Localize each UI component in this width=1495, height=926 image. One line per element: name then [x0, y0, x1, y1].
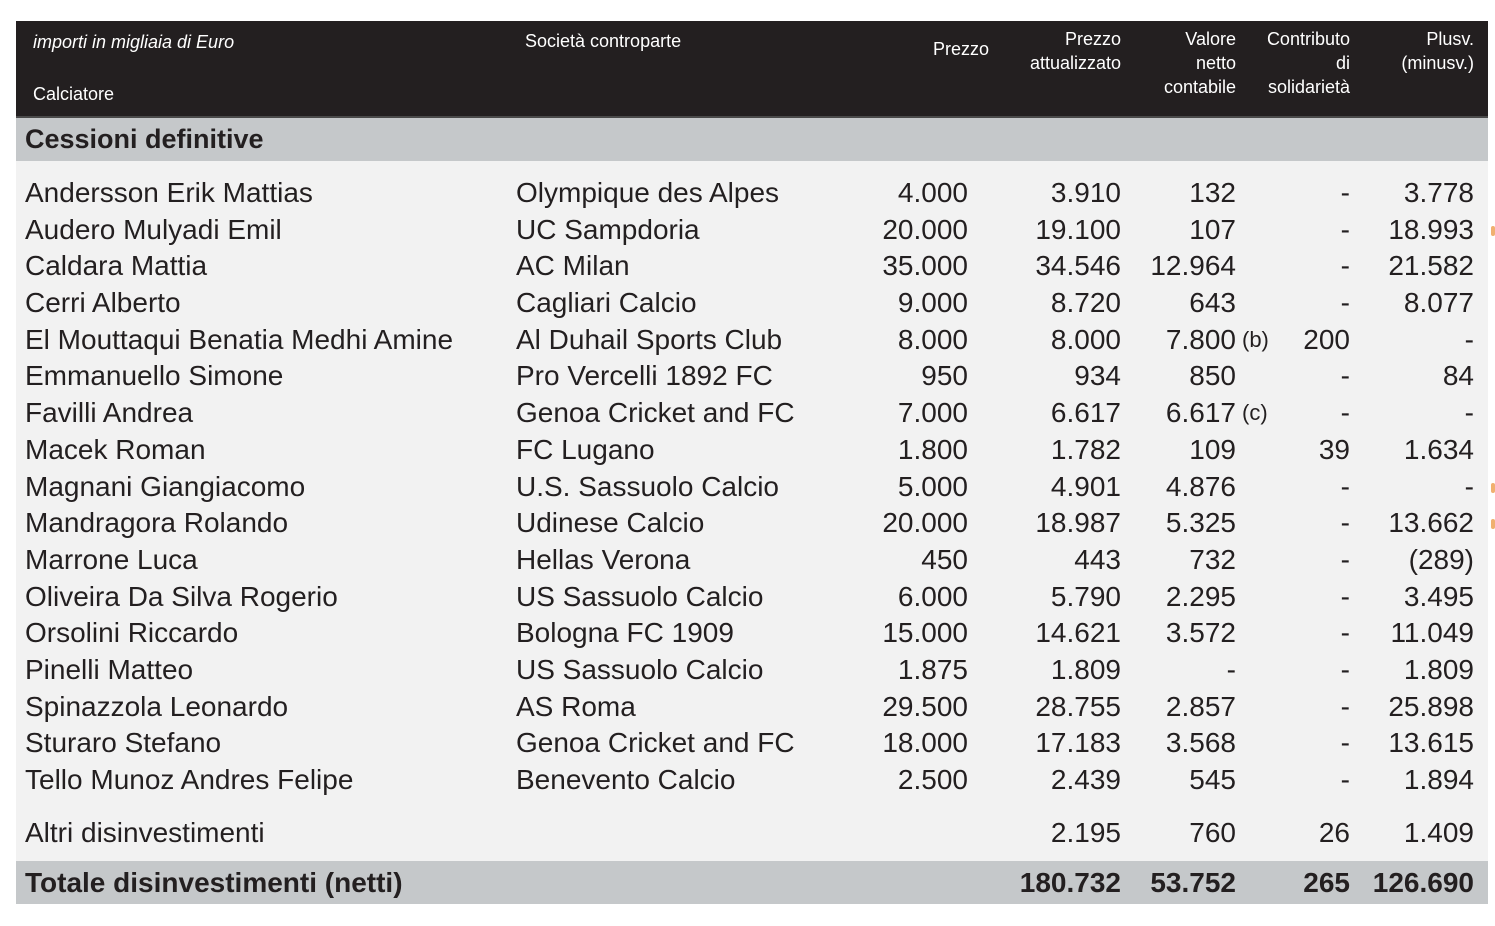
price: 15.000: [882, 617, 968, 649]
table-row: [16, 469, 1488, 506]
capital-gain: 11.049: [1390, 617, 1474, 649]
column-header-club: Società controparte: [525, 31, 682, 51]
other-capital-gain: 1.409: [1403, 816, 1474, 848]
player-name: Oliveira Da Silva Rogerio: [25, 580, 338, 612]
discounted-price: 1.782: [1050, 433, 1121, 465]
price: 20.000: [882, 507, 968, 539]
counterparty-club: Olympique des Alpes: [516, 177, 780, 208]
capital-gain: 3.778: [1403, 177, 1474, 208]
capital-gain: -: [1464, 470, 1474, 502]
price: 1.800: [897, 433, 968, 465]
net-book-value: 545: [1189, 764, 1236, 795]
column-header-player: Calciatore: [33, 84, 115, 104]
price: 4.000: [897, 177, 968, 208]
price: 2.500: [897, 764, 968, 795]
header-line: Prezzo: [1064, 29, 1121, 49]
solidarity-contribution: -: [1340, 764, 1350, 795]
counterparty-club: US Sassuolo Calcio: [516, 580, 764, 612]
counterparty-club: UC Sampdoria: [516, 213, 700, 245]
discounted-price: 2.439: [1050, 764, 1121, 795]
net-book-value: 2.857: [1165, 690, 1236, 722]
column-header-net-book-value: [1164, 27, 1236, 99]
header-line: Contributo: [1266, 29, 1350, 49]
edge-mark: [1491, 483, 1495, 493]
solidarity-contribution: -: [1340, 177, 1350, 208]
other-net-book-value: 760: [1189, 816, 1236, 848]
edge-marks: [1491, 0, 1495, 926]
net-book-value: 732: [1189, 543, 1236, 575]
discounted-price: 443: [1074, 543, 1121, 575]
price: 6.000: [897, 580, 968, 612]
counterparty-club: Bologna FC 1909: [516, 617, 734, 649]
net-book-value: 6.617: [1165, 397, 1236, 429]
net-book-value: 107: [1189, 213, 1236, 245]
discounted-price: 3.910: [1050, 177, 1121, 208]
player-name: Cerri Alberto: [25, 287, 181, 319]
counterparty-club: Pro Vercelli 1892 FC: [516, 360, 773, 392]
net-book-value: 3.572: [1165, 617, 1236, 649]
table-row: [16, 248, 1488, 285]
capital-gain: 1.634: [1403, 433, 1474, 465]
player-name: El Mouttaqui Benatia Medhi Amine: [25, 323, 454, 355]
solidarity-contribution: -: [1340, 287, 1350, 319]
net-book-value: 109: [1189, 433, 1236, 465]
table-row: [16, 579, 1488, 616]
counterparty-club: Genoa Cricket and FC: [516, 397, 795, 429]
solidarity-contribution: -: [1340, 580, 1350, 612]
table-row: [16, 322, 1488, 359]
other-label: Altri disinvestimenti: [25, 816, 265, 848]
discounted-price: 6.617: [1050, 397, 1121, 429]
net-book-value: 850: [1189, 360, 1236, 392]
counterparty-club: Cagliari Calcio: [516, 287, 697, 319]
solidarity-contribution: -: [1340, 727, 1350, 759]
table-row: [16, 762, 1488, 799]
player-name: Marrone Luca: [25, 543, 198, 575]
table-row: [16, 542, 1488, 579]
counterparty-club: Al Duhail Sports Club: [516, 323, 783, 355]
capital-gain: 1.809: [1403, 653, 1474, 685]
price: 29.500: [882, 690, 968, 722]
counterparty-club: Benevento Calcio: [516, 764, 736, 795]
price: 35.000: [882, 250, 968, 282]
price: 950: [921, 360, 968, 392]
solidarity-contribution: -: [1340, 543, 1350, 575]
discounted-price: 17.183: [1035, 727, 1121, 759]
solidarity-contribution: -: [1340, 397, 1350, 429]
header-line: Plusv.: [1426, 29, 1474, 49]
capital-gain: -: [1464, 323, 1474, 355]
table-row: [16, 285, 1488, 322]
counterparty-club: US Sassuolo Calcio: [516, 653, 764, 685]
solidarity-contribution: -: [1340, 507, 1350, 539]
column-header-price: Prezzo: [932, 39, 989, 59]
header-line: Valore: [1185, 29, 1236, 49]
total-solidarity: 265: [1303, 866, 1350, 898]
player-name: Caldara Mattia: [25, 250, 208, 282]
disposals-table: [16, 21, 1488, 904]
discounted-price: 18.987: [1035, 507, 1121, 539]
capital-gain: 25.898: [1388, 690, 1474, 722]
player-name: Macek Roman: [25, 433, 206, 465]
solidarity-contribution: 200: [1303, 323, 1350, 355]
total-row: [16, 861, 1488, 904]
discounted-price: 8.000: [1050, 323, 1121, 355]
units-note: importi in migliaia di Euro: [33, 32, 235, 52]
solidarity-contribution: -: [1340, 690, 1350, 722]
table-row: [16, 689, 1488, 726]
total-net-book-value: 53.752: [1150, 866, 1236, 898]
table-row: [16, 432, 1488, 469]
capital-gain: 3.495: [1403, 580, 1474, 612]
edge-mark: [1491, 226, 1495, 236]
table-row: [16, 725, 1488, 762]
total-discounted-price: 180.732: [1019, 866, 1121, 898]
player-name: Favilli Andrea: [25, 397, 194, 429]
player-name: Pinelli Matteo: [25, 653, 194, 685]
net-book-value: -: [1226, 653, 1236, 685]
net-book-value: 2.295: [1165, 580, 1236, 612]
price: 7.000: [897, 397, 968, 429]
price: 8.000: [897, 323, 968, 355]
net-book-value: 5.325: [1165, 507, 1236, 539]
player-name: Andersson Erik Mattias: [25, 177, 313, 208]
table-row: [16, 505, 1488, 542]
capital-gain: 21.582: [1388, 250, 1474, 282]
counterparty-club: U.S. Sassuolo Calcio: [516, 470, 780, 502]
capital-gain: -: [1464, 397, 1474, 429]
player-name: Spinazzola Leonardo: [25, 690, 289, 722]
column-header-capital-gain: [1401, 27, 1474, 75]
counterparty-club: Udinese Calcio: [516, 507, 705, 539]
solidarity-contribution: 39: [1318, 433, 1350, 465]
counterparty-club: Genoa Cricket and FC: [516, 727, 795, 759]
discounted-price: 28.755: [1035, 690, 1121, 722]
counterparty-club: FC Lugano: [516, 433, 655, 465]
price: 5.000: [897, 470, 968, 502]
net-book-value: 643: [1189, 287, 1236, 319]
discounted-price: 1.809: [1050, 653, 1121, 685]
table-row: [16, 615, 1488, 652]
price: 1.875: [897, 653, 968, 685]
header-line: solidarietà: [1267, 77, 1350, 97]
counterparty-club: AC Milan: [516, 250, 630, 282]
section-title: Cessioni definitive: [16, 118, 1488, 161]
discounted-price: 4.901: [1050, 470, 1121, 502]
player-name: Audero Mulyadi Emil: [25, 213, 282, 245]
solidarity-contribution: -: [1340, 250, 1350, 282]
player-name: Emmanuello Simone: [25, 360, 284, 392]
capital-gain: 13.615: [1388, 727, 1474, 759]
table-row: [16, 358, 1488, 395]
counterparty-club: AS Roma: [516, 690, 636, 722]
solidarity-contribution: -: [1340, 617, 1350, 649]
table-row: [16, 652, 1488, 689]
player-name: Magnani Giangiacomo: [25, 470, 306, 502]
edge-mark: [1491, 519, 1495, 529]
price: 9.000: [897, 287, 968, 319]
discounted-price: 8.720: [1050, 287, 1121, 319]
discounted-price: 934: [1074, 360, 1121, 392]
net-book-value: 132: [1189, 177, 1236, 208]
price: 450: [921, 543, 968, 575]
capital-gain: 18.993: [1388, 213, 1474, 245]
capital-gain: 13.662: [1388, 507, 1474, 539]
header-line: di: [1335, 53, 1350, 73]
header-line: contabile: [1163, 77, 1236, 97]
net-book-value: 4.876: [1165, 470, 1236, 502]
discounted-price: 34.546: [1035, 250, 1121, 282]
capital-gain: 8.077: [1403, 287, 1474, 319]
player-name: Mandragora Rolando: [25, 507, 289, 539]
header-line: (minusv.): [1401, 53, 1474, 73]
net-book-value: 7.800: [1165, 323, 1236, 355]
solidarity-contribution: -: [1340, 470, 1350, 502]
capital-gain: 84: [1442, 360, 1474, 392]
total-label: Totale disinvestimenti (netti): [25, 866, 403, 898]
price: 18.000: [882, 727, 968, 759]
capital-gain: (289): [1408, 543, 1474, 575]
table-body: [16, 161, 1488, 861]
header-line: attualizzato: [1029, 53, 1121, 73]
other-discounted-price: 2.195: [1050, 816, 1121, 848]
player-name: Tello Munoz Andres Felipe: [25, 764, 354, 795]
table-row: [16, 175, 1488, 212]
table-row: [16, 212, 1488, 249]
counterparty-club: Hellas Verona: [516, 543, 691, 575]
net-book-value: 12.964: [1150, 250, 1236, 282]
rows-container: [16, 175, 1488, 799]
player-name: Sturaro Stefano: [25, 727, 222, 759]
net-book-value: 3.568: [1165, 727, 1236, 759]
footnote-ref: (b): [1242, 326, 1269, 352]
capital-gain: 1.894: [1403, 764, 1474, 795]
solidarity-contribution: -: [1340, 213, 1350, 245]
other-disposals-row: [16, 799, 1488, 861]
player-name: Orsolini Riccardo: [25, 617, 239, 649]
solidarity-contribution: -: [1340, 653, 1350, 685]
footnote-ref: (c): [1242, 400, 1268, 426]
solidarity-contribution: -: [1340, 360, 1350, 392]
discounted-price: 19.100: [1035, 213, 1121, 245]
total-capital-gain: 126.690: [1372, 866, 1474, 898]
column-header-discounted-price: [1030, 27, 1121, 75]
column-header-solidarity: [1267, 27, 1350, 99]
discounted-price: 5.790: [1050, 580, 1121, 612]
price: 20.000: [882, 213, 968, 245]
table-row: [16, 395, 1488, 432]
header-line: netto: [1195, 53, 1236, 73]
table-header: [16, 21, 1488, 118]
discounted-price: 14.621: [1035, 617, 1121, 649]
other-solidarity: 26: [1318, 816, 1350, 848]
